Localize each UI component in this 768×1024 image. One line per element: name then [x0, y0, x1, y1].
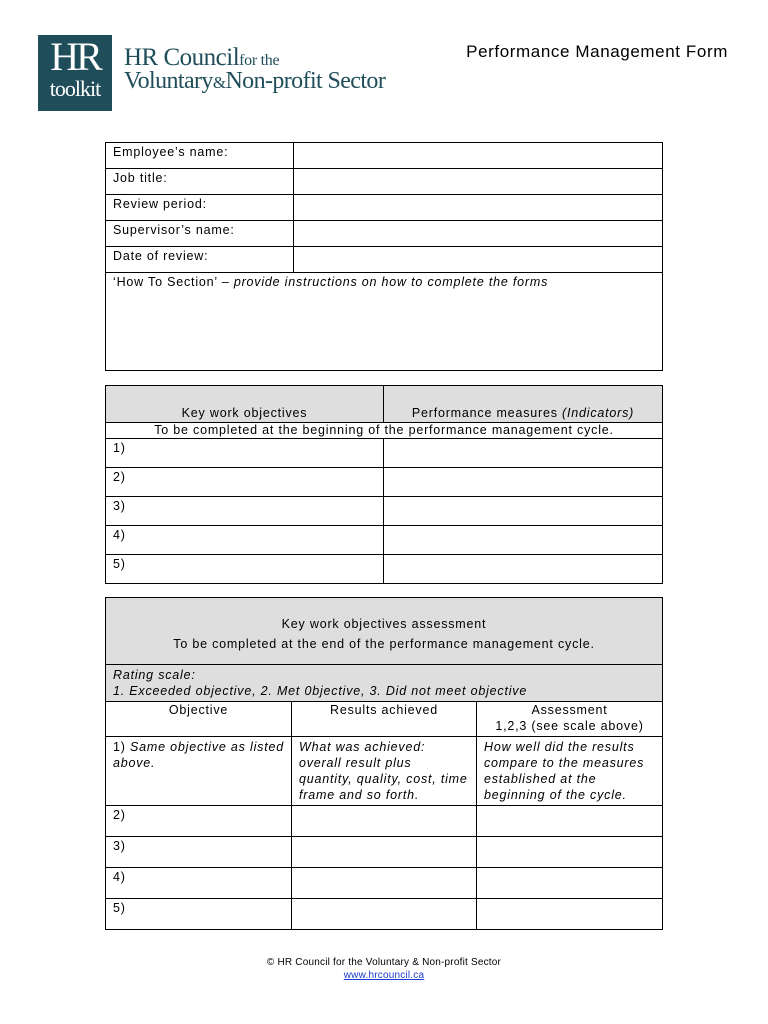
howto-row: [106, 273, 663, 371]
info-row: [106, 247, 663, 273]
assessment-header: [106, 598, 663, 665]
objective-cell[interactable]: 5): [106, 899, 292, 930]
employee-name-field[interactable]: [294, 143, 663, 169]
assessment-cell[interactable]: [477, 868, 663, 899]
info-label: Supervisor’s name:: [106, 221, 294, 247]
info-label: Date of review:: [106, 247, 294, 273]
table-row: [106, 526, 663, 555]
hr-toolkit-logo: [38, 35, 112, 111]
assessment-cell[interactable]: [477, 837, 663, 868]
form-title: Performance Management Form: [466, 42, 728, 61]
job-title-field[interactable]: [294, 169, 663, 195]
objective-cell[interactable]: 4): [106, 526, 384, 555]
table-row: [106, 468, 663, 497]
council-logo-line2: [124, 68, 385, 96]
employee-info-table: [105, 142, 663, 371]
objectives-subheader: To be completed at the beginning of the performance management cycle.: [106, 423, 663, 439]
objective-cell[interactable]: 2): [106, 468, 384, 497]
table-row: [106, 837, 663, 868]
supervisor-name-field[interactable]: [294, 221, 663, 247]
info-row: [106, 221, 663, 247]
objectives-table: [105, 385, 663, 584]
assessment-cell[interactable]: [477, 806, 663, 837]
table-row: [106, 806, 663, 837]
howto-prefix: ‘How To Section’ –: [113, 275, 234, 289]
info-row: [106, 143, 663, 169]
council-logo-amp: &: [212, 73, 226, 92]
council-logo-sector: Non-profit Sector: [225, 68, 386, 94]
date-of-review-field[interactable]: [294, 247, 663, 273]
objective-example: Same objective as listed above.: [113, 740, 284, 770]
rating-scale-label: Rating scale:: [113, 668, 196, 682]
table-row: [106, 439, 663, 468]
table-row: [106, 497, 663, 526]
col-assessment-scale: 1,2,3 (see scale above): [495, 719, 644, 733]
assessment-header-row: [106, 598, 663, 665]
rating-scale: [106, 665, 663, 702]
table-row: [106, 737, 663, 806]
measure-cell[interactable]: [384, 439, 663, 468]
howto-section[interactable]: [106, 273, 663, 371]
objectives-subheader-row: [106, 423, 663, 439]
col-performance-measures-label: Performance measures: [411, 406, 563, 420]
row-number: 1): [113, 740, 130, 754]
objective-cell[interactable]: 4): [106, 868, 292, 899]
objective-cell[interactable]: 5): [106, 555, 384, 584]
review-period-field[interactable]: [294, 195, 663, 221]
logo-hr-text: HR: [50, 34, 100, 79]
assessment-columns-row: [106, 702, 663, 737]
measure-cell[interactable]: [384, 526, 663, 555]
footer-copyright: © HR Council for the Voluntary & Non-profit Sector: [266, 957, 502, 968]
info-row: [106, 195, 663, 221]
objective-cell[interactable]: 2): [106, 806, 292, 837]
col-results-achieved: Results achieved: [292, 702, 477, 737]
table-row: [106, 868, 663, 899]
measure-cell[interactable]: [384, 468, 663, 497]
objective-cell[interactable]: 3): [106, 837, 292, 868]
results-cell[interactable]: [292, 837, 477, 868]
footer: [0, 956, 768, 982]
howto-instructions: provide instructions on how to complete the forms: [233, 275, 549, 289]
col-indicators-label: (Indicators): [562, 406, 635, 420]
col-assessment: [477, 702, 663, 737]
objective-cell[interactable]: [106, 737, 292, 806]
col-performance-measures: [384, 386, 663, 423]
info-label: Employee’s name:: [106, 143, 294, 169]
col-key-work-objectives: Key work objectives: [106, 386, 384, 423]
objective-cell[interactable]: 1): [106, 439, 384, 468]
results-cell[interactable]: [292, 868, 477, 899]
footer-link[interactable]: www.hrcouncil.ca: [343, 970, 425, 981]
assessment-table: [105, 597, 663, 930]
assessment-subtitle: To be completed at the end of the performance management cycle.: [173, 637, 595, 651]
measure-cell[interactable]: [384, 555, 663, 584]
objective-cell[interactable]: 3): [106, 497, 384, 526]
council-logo-small: for the: [239, 52, 280, 69]
assessment-cell[interactable]: How well did the results compare to the measures established at the beginning of the cycle.: [477, 737, 663, 806]
results-cell[interactable]: What was achieved: overall result plus quantity, quality, cost, time frame and so forth.: [292, 737, 477, 806]
col-objective: Objective: [106, 702, 292, 737]
results-cell[interactable]: [292, 806, 477, 837]
council-logo-voluntary: Voluntary: [124, 68, 213, 94]
rating-scale-row: [106, 665, 663, 702]
table-row: [106, 555, 663, 584]
col-assessment-label: Assessment: [531, 703, 608, 717]
objectives-header-row: [106, 386, 663, 423]
info-label: Review period:: [106, 195, 294, 221]
logo-toolkit-text: toolkit: [49, 76, 101, 101]
assessment-title: Key work objectives assessment: [281, 617, 487, 631]
measure-cell[interactable]: [384, 497, 663, 526]
table-row: [106, 899, 663, 930]
info-label: Job title:: [106, 169, 294, 195]
council-logo-main: HR Council: [124, 44, 240, 71]
rating-scale-text: 1. Exceeded objective, 2. Met 0bjective, 3. Did not meet objective: [113, 684, 528, 698]
results-cell[interactable]: [292, 899, 477, 930]
assessment-cell[interactable]: [477, 899, 663, 930]
info-row: [106, 169, 663, 195]
